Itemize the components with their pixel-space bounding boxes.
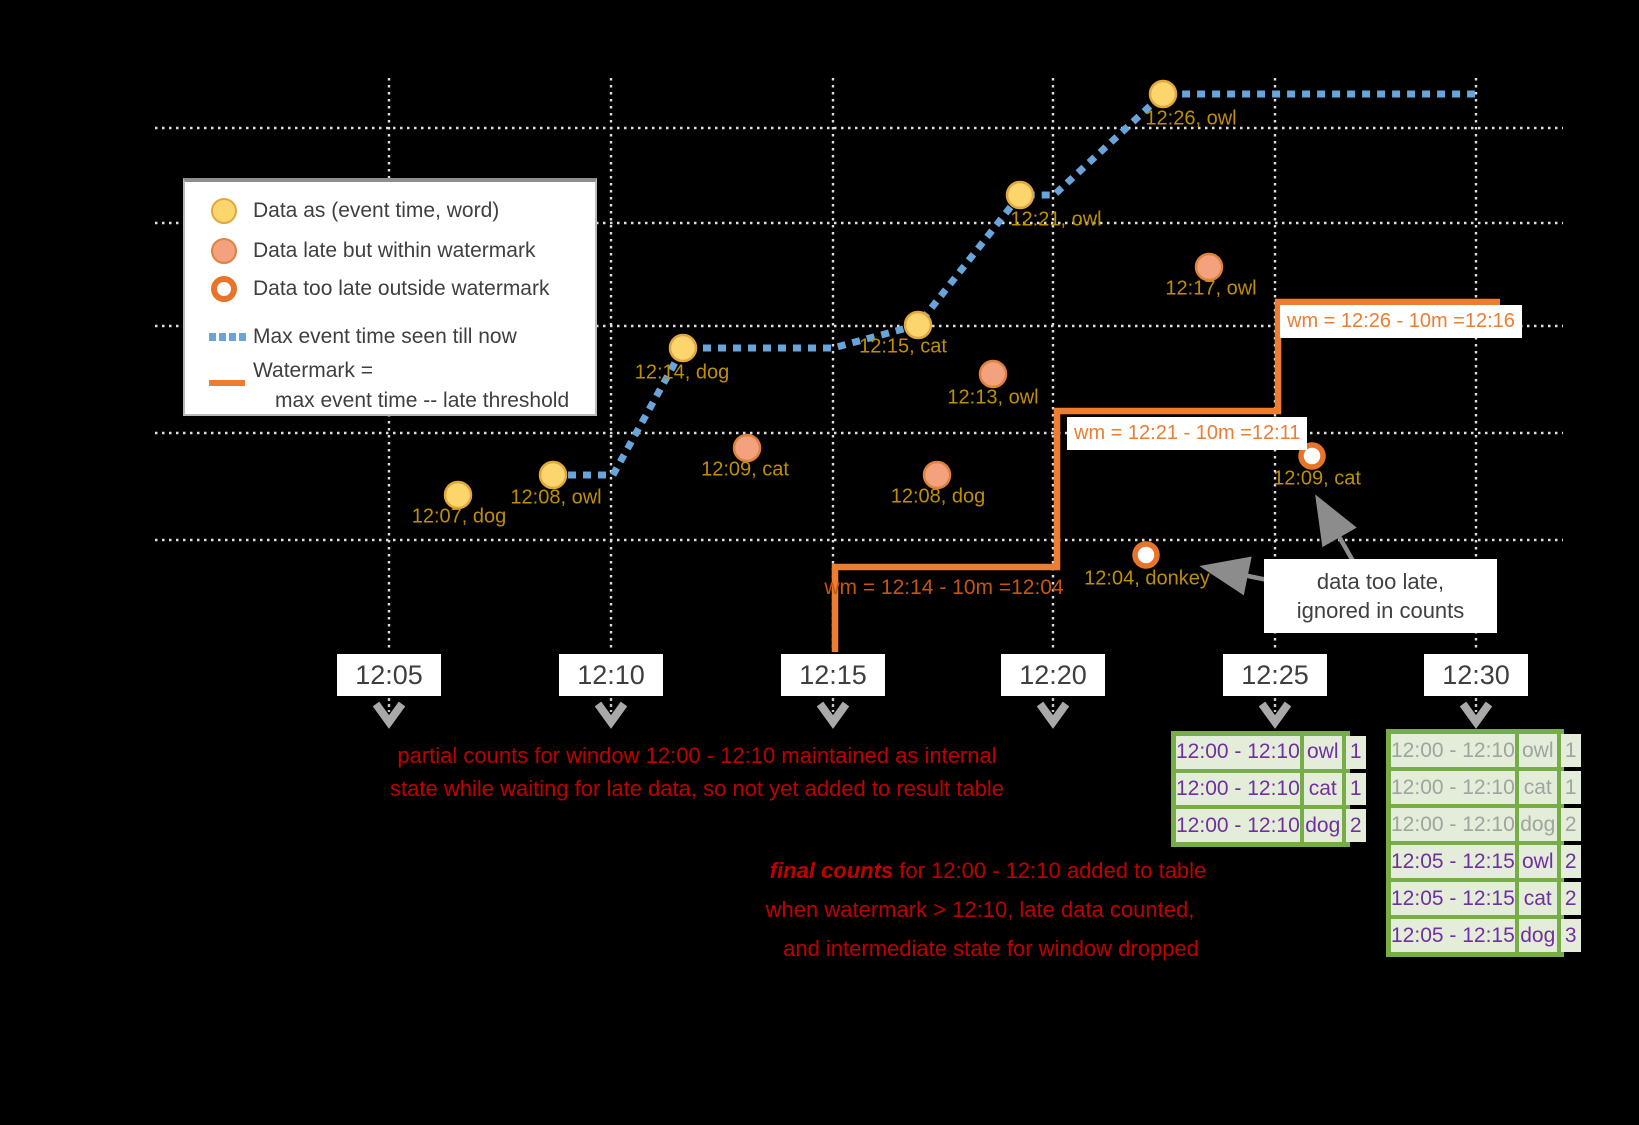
table-cell-window: 12:05 - 12:15	[1391, 845, 1515, 878]
data-point-on-time	[905, 312, 931, 338]
final-counts-rest: for 12:00 - 12:10 added to table	[893, 858, 1207, 883]
final-counts-emphasis: final counts	[769, 858, 894, 883]
table-cell-word: dog	[1304, 809, 1342, 842]
table-cell-window: 12:00 - 12:10	[1391, 734, 1515, 767]
axis-time-label: 12:25	[1223, 654, 1327, 696]
on-time-dot-icon	[211, 198, 237, 224]
axis-tick-arrows	[376, 698, 1489, 722]
result-table	[1386, 729, 1577, 957]
table-cell-count: 2	[1346, 809, 1366, 842]
table-cell-window: 12:00 - 12:10	[1176, 809, 1300, 842]
data-point-on-time	[1150, 81, 1176, 107]
point-label: 12:13, owl	[947, 386, 1039, 409]
annotation-partial-counts-line-1: partial counts for window 12:00 - 12:10 maintained as internal	[397, 743, 997, 768]
dotted-line-icon	[209, 333, 249, 341]
point-label: 12:04, donkey	[1084, 567, 1210, 590]
data-point-late	[980, 361, 1006, 387]
axis-time-label: 12:10	[559, 654, 663, 696]
data-point-on-time	[445, 482, 471, 508]
table-cell-word: cat	[1519, 771, 1557, 804]
data-point-too-late	[1135, 544, 1157, 566]
point-label: 12:07, dog	[411, 505, 507, 528]
watermark-value-label: wm = 12:26 - 10m =12:16	[1280, 305, 1522, 338]
point-label: 12:21, owl	[1010, 208, 1102, 231]
callout-line-1: data too late,	[1316, 569, 1445, 594]
result-table	[1171, 731, 1362, 847]
legend-too-late-label: Data too late outside watermark	[253, 277, 550, 300]
table-cell-word: cat	[1519, 882, 1557, 915]
table-cell-word: dog	[1519, 808, 1557, 841]
too-late-dot-icon	[211, 276, 237, 302]
legend-watermark-label: Watermark =	[253, 359, 373, 382]
axis-time-label: 12:05	[337, 654, 441, 696]
legend-watermark-label-2: max event time -- late threshold	[275, 389, 570, 412]
annotation-partial-counts-line-2: state while waiting for late data, so not yet added to result table	[390, 776, 1004, 801]
legend	[183, 178, 597, 416]
table-cell-window: 12:00 - 12:10	[1176, 773, 1300, 806]
annotation-final-counts-line-2: when watermark > 12:10, late data counted,	[765, 897, 1195, 922]
annotation-final-counts-line-3: and intermediate state for window dropped	[783, 936, 1199, 961]
late-dot-icon	[211, 238, 237, 264]
axis-time-label: 12:20	[1001, 654, 1105, 696]
too-late-callout	[1264, 559, 1497, 633]
watermark-value-label: wm = 12:21 - 10m =12:11	[1067, 417, 1307, 450]
point-label: 12:09, cat	[701, 458, 789, 481]
table-cell-word: dog	[1519, 919, 1557, 952]
max-event-time-line	[553, 94, 1477, 475]
solid-line-icon	[209, 380, 245, 386]
table-cell-count: 1	[1346, 736, 1366, 769]
callout-line-2: ignored in counts	[1296, 598, 1465, 623]
table-cell-count: 1	[1561, 734, 1581, 767]
data-point-late	[1196, 254, 1222, 280]
table-cell-count: 2	[1561, 845, 1581, 878]
data-point-late	[734, 435, 760, 461]
data-point-on-time	[1007, 182, 1033, 208]
point-label: 12:26, owl	[1145, 107, 1237, 130]
table-cell-word: owl	[1519, 845, 1557, 878]
point-label: 12:08, dog	[890, 485, 986, 508]
table-cell-count: 2	[1561, 882, 1581, 915]
table-cell-word: cat	[1304, 773, 1342, 806]
table-cell-count: 2	[1561, 808, 1581, 841]
legend-max-event-label: Max event time seen till now	[253, 325, 517, 348]
max-event-path	[553, 94, 1477, 475]
table-cell-window: 12:00 - 12:10	[1176, 736, 1300, 769]
point-label: 12:09, cat	[1273, 467, 1361, 490]
table-cell-count: 1	[1346, 773, 1366, 806]
table-cell-window: 12:05 - 12:15	[1391, 882, 1515, 915]
point-label: 12:08, owl	[510, 486, 602, 509]
legend-on-time-label: Data as (event time, word)	[253, 199, 500, 222]
axis-time-label: 12:15	[781, 654, 885, 696]
table-cell-window: 12:00 - 12:10	[1391, 808, 1515, 841]
annotation-final-counts-line-1	[770, 858, 1207, 884]
point-label: 12:17, owl	[1165, 277, 1257, 300]
axis-time-label: 12:30	[1424, 654, 1528, 696]
table-cell-word: owl	[1304, 736, 1342, 769]
table-cell-window: 12:00 - 12:10	[1391, 771, 1515, 804]
point-label: 12:15, cat	[859, 335, 947, 358]
point-label: 12:14, dog	[634, 361, 730, 384]
legend-late-label: Data late but within watermark	[253, 239, 536, 262]
table-cell-count: 3	[1561, 919, 1581, 952]
data-point-on-time	[670, 335, 696, 361]
callout-arrow-icon	[1320, 503, 1353, 561]
table-cell-word: owl	[1519, 734, 1557, 767]
data-point-on-time	[540, 462, 566, 488]
table-cell-count: 1	[1561, 771, 1581, 804]
data-point-late	[924, 462, 950, 488]
table-cell-window: 12:05 - 12:15	[1391, 919, 1515, 952]
watermark-value-label: wm = 12:14 - 10m =12:04	[824, 576, 1064, 599]
